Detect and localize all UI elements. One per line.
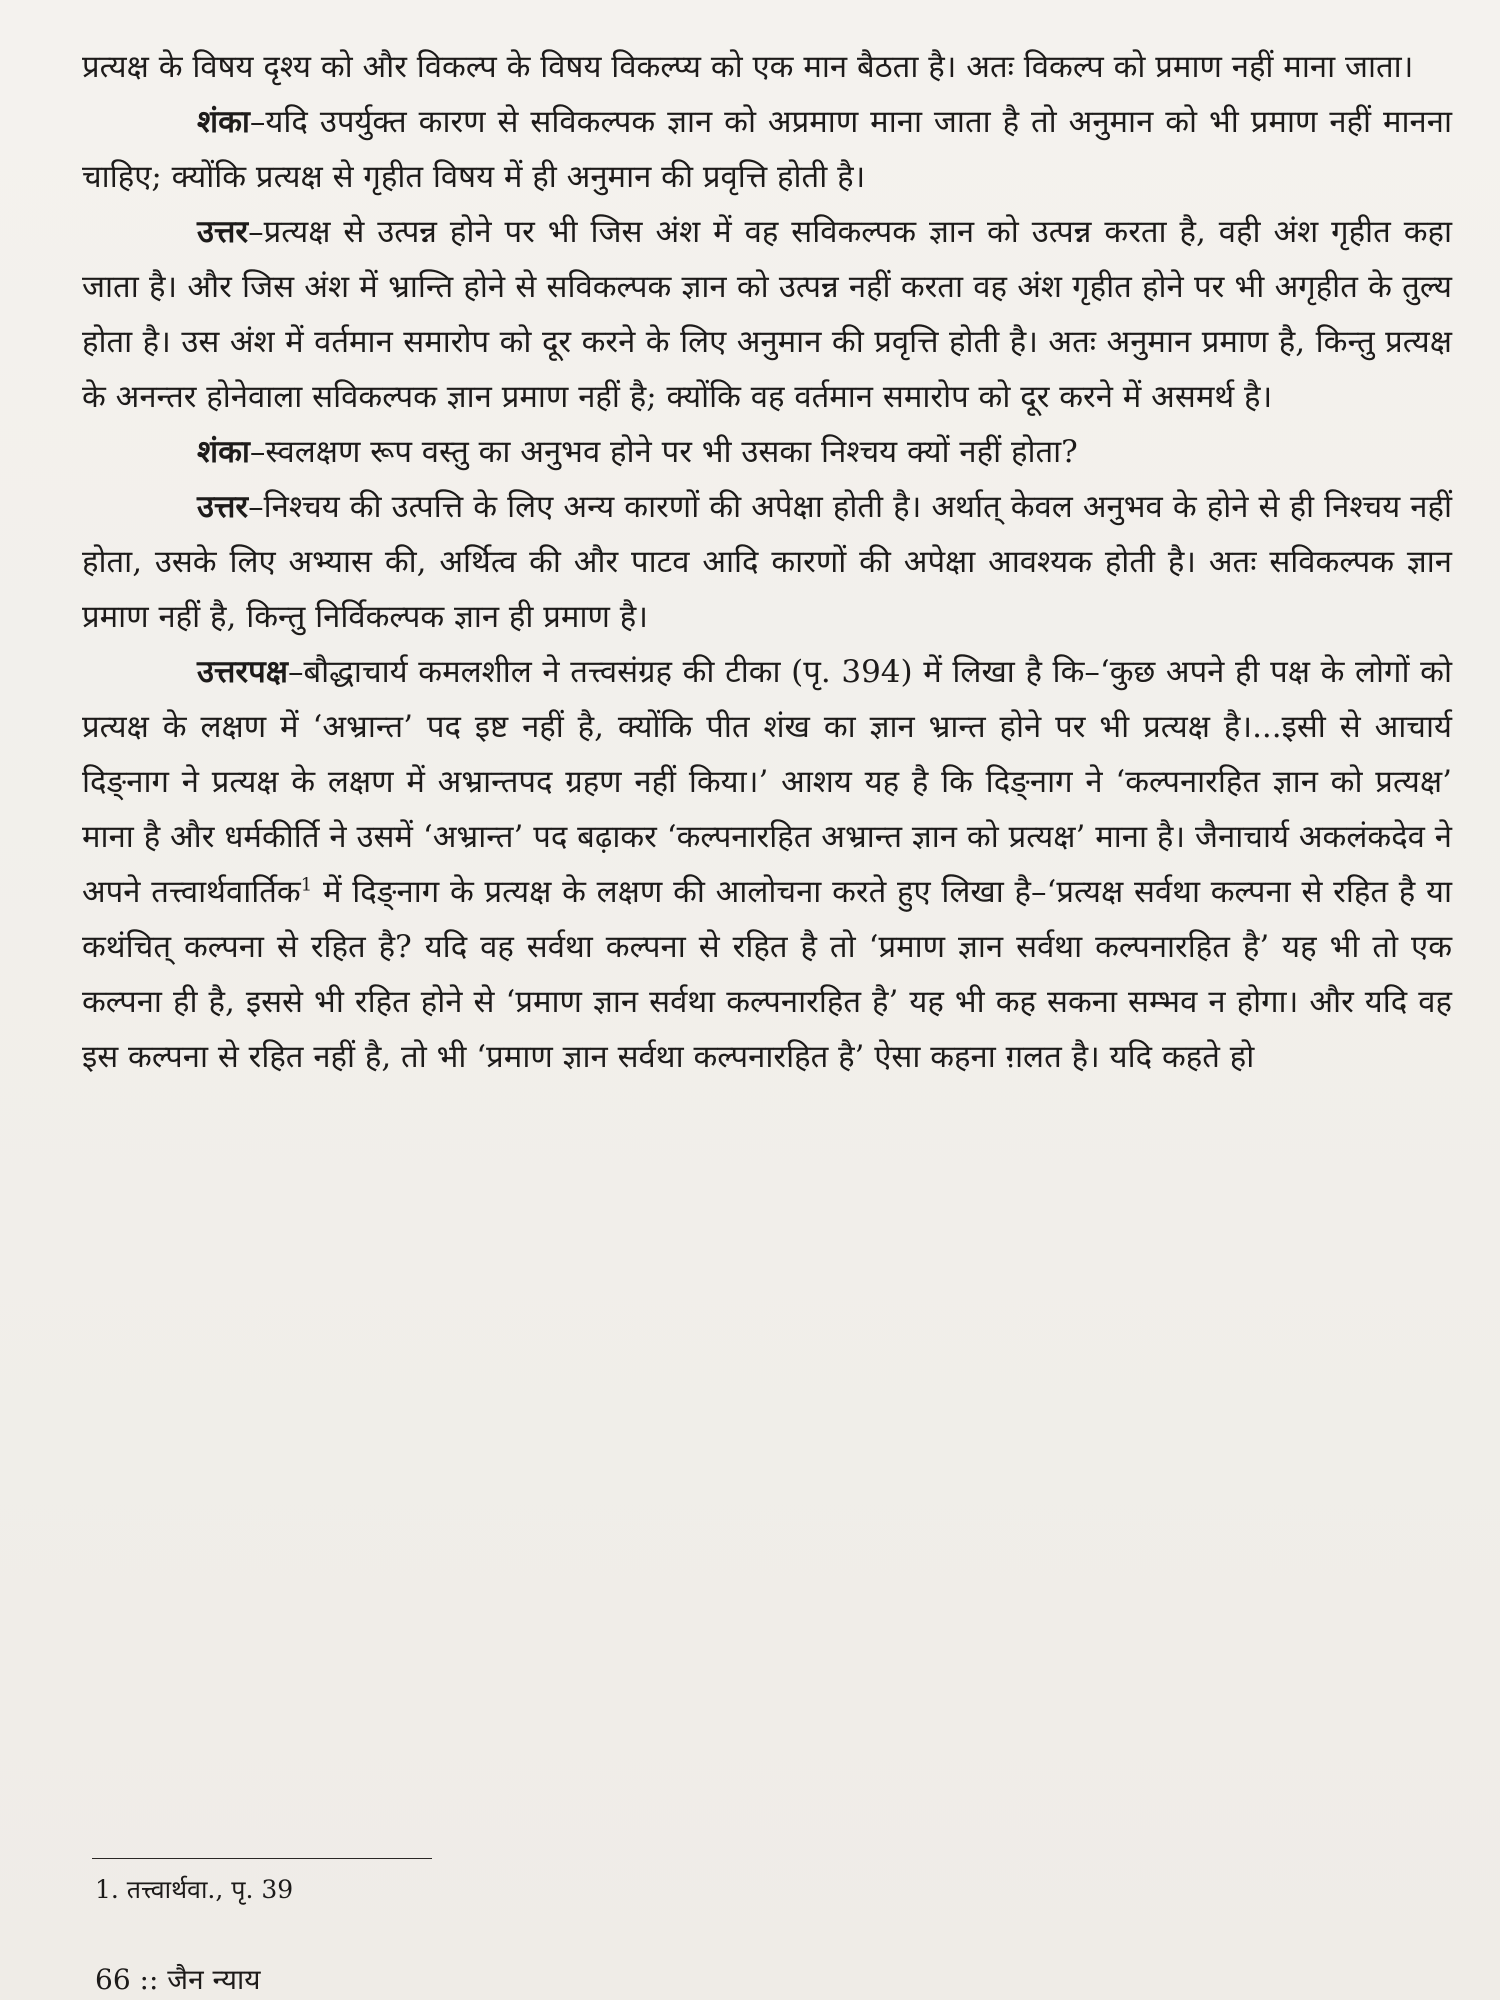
- footnote-marker: 1: [300, 874, 313, 896]
- paragraph-text: –निश्चय की उत्पत्ति के लिए अन्य कारणों की अपेक्षा होती है। अर्थात् केवल अनुभव के होने से ही निश्चय नहीं होता, उसके लिए अभ्यास की, अर्थित्व की और पाटव आदि कारणों की अपेक्षा आवश्यक होती है। अतः सविकल्पक ज्ञान प्रमाण नहीं है, किन्तु निर्विकल्पक ज्ञान ही प्रमाण है।: [82, 489, 1452, 635]
- paragraph-continuation: [82, 40, 1452, 95]
- term-shanka: शंका: [197, 434, 250, 470]
- footnote: 1. तत्त्वार्थवा., पृ. 39: [95, 1875, 294, 1904]
- term-uttarpaksha: उत्तरपक्ष: [197, 654, 288, 690]
- term-shanka: शंका: [197, 104, 250, 140]
- paragraph-shanka-2: [82, 425, 1452, 480]
- footnote-divider: [92, 1858, 432, 1859]
- paragraph-text: –यदि उपर्युक्त कारण से सविकल्पक ज्ञान को अप्रमाण माना जाता है तो अनुमान को भी प्रमाण नहीं मानना चाहिए; क्योंकि प्रत्यक्ष से गृहीत विषय में ही अनुमान की प्रवृत्ति होती है।: [82, 104, 1452, 195]
- paragraph-text: –बौद्धाचार्य कमलशील ने तत्त्वसंग्रह की टीका (पृ. 394) में लिखा है कि–‘कुछ अपने ही पक्ष के लोगों को प्रत्यक्ष के लक्षण में ‘अभ्रान्त’ पद इष्ट नहीं है, क्योंकि पीत शंख का ज्ञान भ्रान्त होने पर भी प्रत्यक्ष है।...इसी से आचार्य दिङ्नाग ने प्रत्यक्ष के लक्षण में अभ्रान्तपद ग्रहण नहीं किया।’ आशय यह है कि दिङ्नाग ने ‘कल्पनारहित ज्ञान को प्रत्यक्ष’ माना है और धर्मकीर्ति ने उसमें ‘अभ्रान्त’ पद बढ़ाकर ‘कल्पनारहित अभ्रान्त ज्ञान को प्रत्यक्ष’ माना है। जैनाचार्य अकलंकदेव ने अपने तत्त्वार्थवार्तिक: [82, 654, 1452, 910]
- body-text: [82, 40, 1452, 1085]
- paragraph-text: प्रत्यक्ष के विषय दृश्य को और विकल्प के विषय विकल्प्य को एक मान बैठता है। अतः विकल्प को प्रमाण नहीं माना जाता।: [82, 49, 1414, 85]
- paragraph-uttarpaksha: [82, 645, 1452, 1085]
- paragraph-text: –प्रत्यक्ष से उत्पन्न होने पर भी जिस अंश में वह सविकल्पक ज्ञान को उत्पन्न करता है, वही अंश गृहीत कहा जाता है। और जिस अंश में भ्रान्ति होने से सविकल्पक ज्ञान को उत्पन्न नहीं करता वह अंश गृहीत होने पर भी अगृहीत के तुल्य होता है। उस अंश में वर्तमान समारोप को दूर करने के लिए अनुमान की प्रवृत्ति होती है। अतः अनुमान प्रमाण है, किन्तु प्रत्यक्ष के अनन्तर होनेवाला सविकल्पक ज्ञान प्रमाण नहीं है; क्योंकि वह वर्तमान समारोप को दूर करने में असमर्थ है।: [82, 214, 1452, 415]
- paragraph-uttar-1: [82, 205, 1452, 425]
- term-uttar: उत्तर: [197, 214, 249, 250]
- paragraph-uttar-2: [82, 480, 1452, 645]
- paragraph-text: में दिङ्नाग के प्रत्यक्ष के लक्षण की आलोचना करते हुए लिखा है–‘प्रत्यक्ष सर्वथा कल्पना से रहित है या कथंचित् कल्पना से रहित है? यदि वह सर्वथा कल्पना से रहित है तो ‘प्रमाण ज्ञान सर्वथा कल्पनारहित है’ यह भी तो एक कल्पना ही है, इससे भी रहित होने से ‘प्रमाण ज्ञान सर्वथा कल्पनारहित है’ यह भी कह सकना सम्भव न होगा। और यदि वह इस कल्पना से रहित नहीं है, तो भी ‘प्रमाण ज्ञान सर्वथा कल्पनारहित है’ ऐसा कहना ग़लत है। यदि कहते हो: [82, 874, 1452, 1075]
- term-uttar: उत्तर: [197, 489, 249, 525]
- paragraph-shanka-1: [82, 95, 1452, 205]
- page-folio: 66 :: जैन न्याय: [95, 1963, 261, 1996]
- paragraph-text: –स्वलक्षण रूप वस्तु का अनुभव होने पर भी उसका निश्चय क्यों नहीं होता?: [249, 434, 1078, 470]
